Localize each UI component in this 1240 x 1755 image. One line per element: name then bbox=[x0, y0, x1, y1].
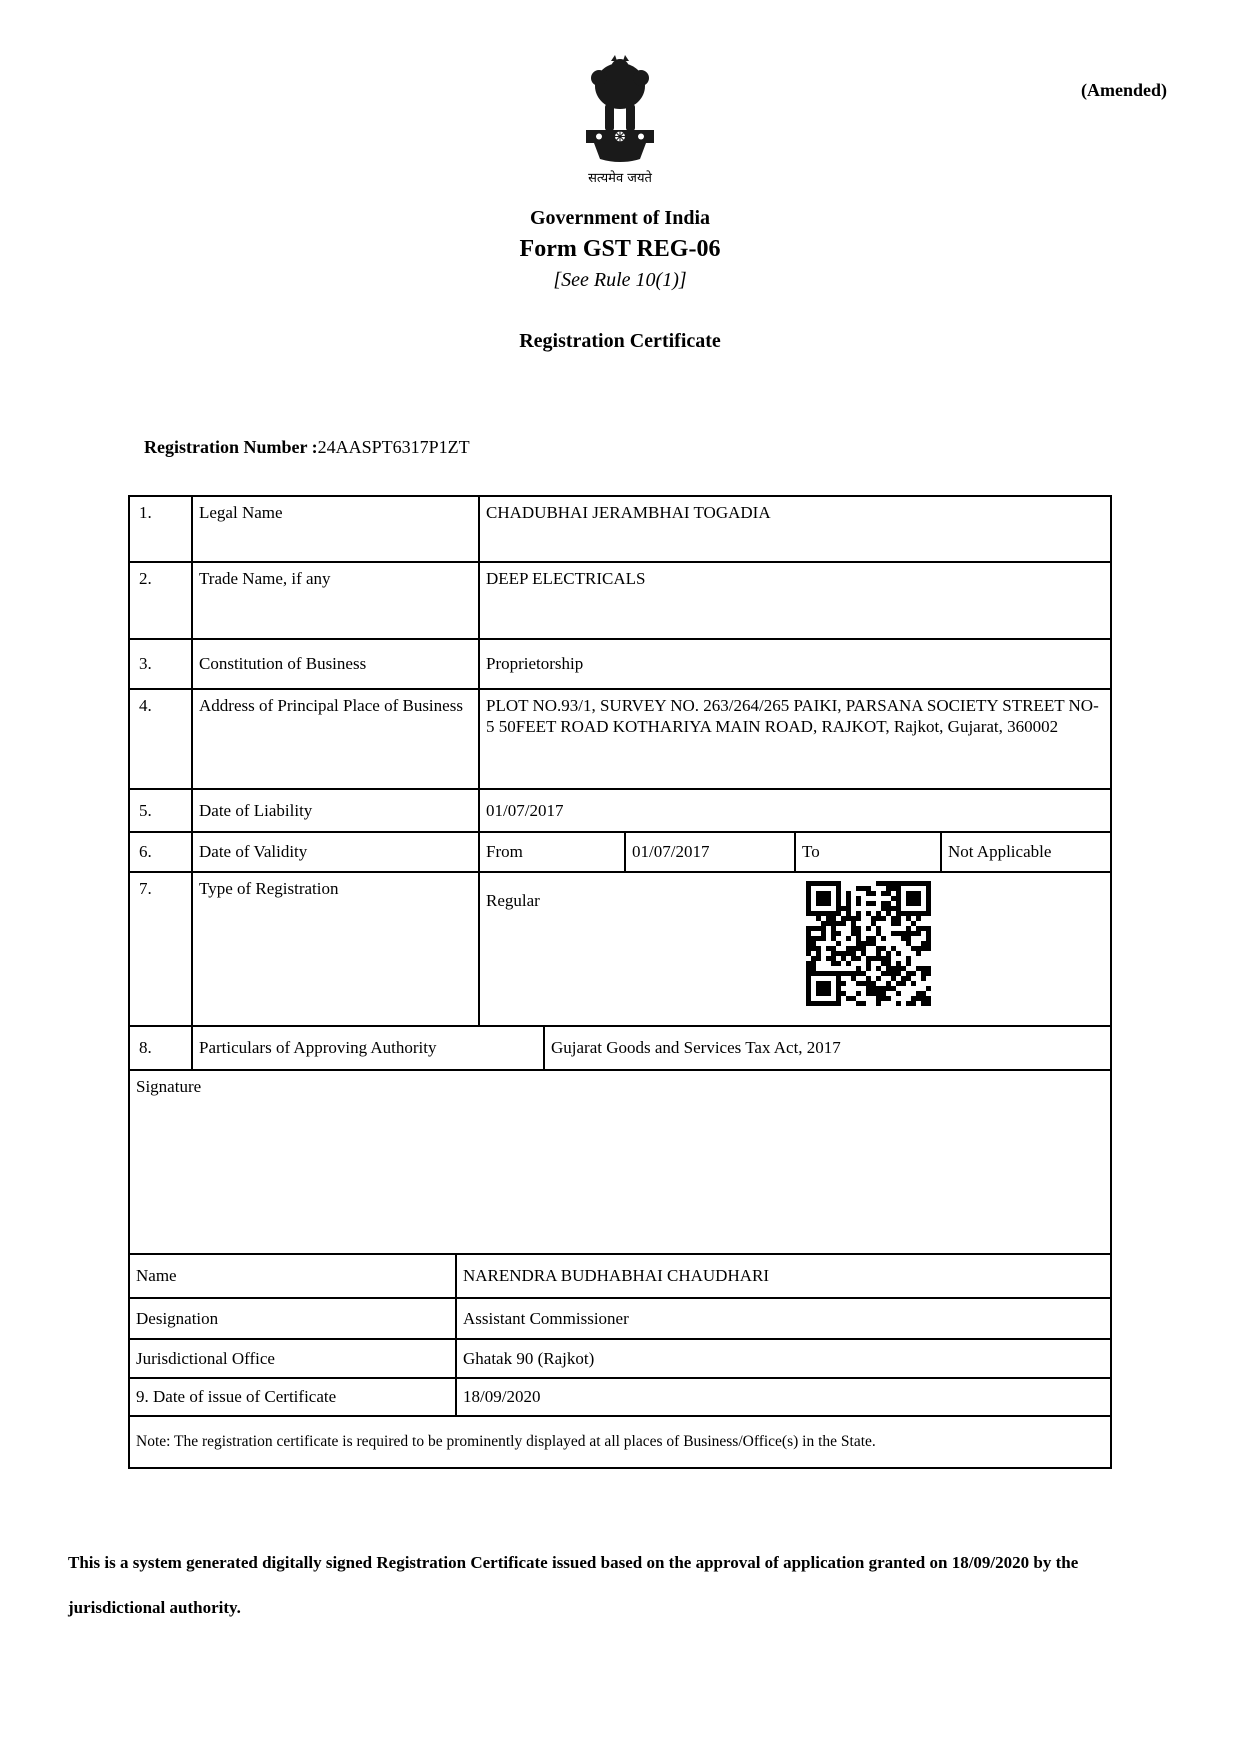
row-value: Gujarat Goods and Services Tax Act, 2017 bbox=[551, 1038, 841, 1058]
rule-subheading: [See Rule 10(1)] bbox=[553, 269, 687, 291]
india-emblem bbox=[520, 52, 720, 186]
table-row-constitution bbox=[130, 640, 1110, 690]
row-number: 2. bbox=[130, 563, 193, 638]
row-label: Particulars of Approving Authority bbox=[193, 1027, 545, 1069]
note-text: Note: The registration certificate is required to be prominently displayed at all places of Business/Office(s) in the State. bbox=[136, 1433, 876, 1451]
qr-code-icon bbox=[806, 881, 931, 1006]
row-value: NARENDRA BUDHABHAI CHAUDHARI bbox=[463, 1266, 770, 1286]
validity-to-label: To bbox=[796, 833, 942, 871]
certificate-title: Registration Certificate bbox=[519, 330, 721, 352]
table-row-address bbox=[130, 690, 1110, 790]
registration-type-value-cell bbox=[480, 873, 1110, 1025]
row-label: 9. Date of issue of Certificate bbox=[130, 1379, 457, 1415]
table-row-note bbox=[130, 1417, 1110, 1467]
row-number: 8. bbox=[130, 1027, 193, 1069]
table-row-signature bbox=[130, 1071, 1110, 1255]
row-value: 01/07/2017 bbox=[486, 800, 564, 820]
row-number: 5. bbox=[130, 790, 193, 831]
amended-label: (Amended) bbox=[1081, 80, 1167, 100]
row-label: Legal Name bbox=[193, 497, 480, 561]
validity-from-label: From bbox=[480, 833, 626, 871]
table-row-liability bbox=[130, 790, 1110, 833]
row-label: Name bbox=[130, 1255, 457, 1297]
table-row-validity bbox=[130, 833, 1110, 873]
row-value: Proprietorship bbox=[486, 654, 584, 674]
row-label: Address of Principal Place of Business bbox=[193, 690, 480, 788]
table-row-legal-name bbox=[130, 497, 1110, 563]
signature-area bbox=[130, 1071, 1110, 1253]
footer-text: This is a system generated digitally signed Registration Certificate issued based on the approval of application granted on 18/09/2020 by the jurisdictional authority. bbox=[68, 1553, 1079, 1617]
row-value: DEEP ELECTRICALS bbox=[486, 569, 646, 588]
table-row-issue-date bbox=[130, 1379, 1110, 1417]
form-heading: Form GST REG-06 bbox=[519, 236, 721, 262]
certificate-table bbox=[128, 495, 1112, 1469]
row-label: Jurisdictional Office bbox=[130, 1340, 457, 1377]
emblem-caption: सत्यमेव जयते bbox=[588, 171, 652, 186]
row-label: Constitution of Business bbox=[193, 640, 480, 688]
registration-number-label: Registration Number : bbox=[144, 437, 318, 457]
table-row-officer-name bbox=[130, 1255, 1110, 1299]
row-number: 4. bbox=[130, 690, 193, 788]
row-number: 1. bbox=[130, 497, 193, 561]
row-label: Designation bbox=[130, 1299, 457, 1338]
table-row-jurisdictional-office bbox=[130, 1340, 1110, 1379]
registration-number-value: 24AASPT6317P1ZT bbox=[317, 437, 470, 457]
row-label: Trade Name, if any bbox=[193, 563, 480, 638]
row-number: 6. bbox=[130, 833, 193, 871]
registration-number-line bbox=[144, 437, 470, 458]
table-row-designation bbox=[130, 1299, 1110, 1340]
row-value: CHADUBHAI JERAMBHAI TOGADIA bbox=[486, 503, 771, 522]
row-value: PLOT NO.93/1, SURVEY NO. 263/264/265 PAIKI, PARSANA SOCIETY STREET NO-5 50FEET ROAD KOTHARIYA MAIN ROAD, RAJKOT, Rajkot, Gujarat, 360002 bbox=[486, 696, 1099, 737]
row-label: Date of Validity bbox=[193, 833, 480, 871]
table-row-approving-authority bbox=[130, 1027, 1110, 1071]
table-row-trade-name bbox=[130, 563, 1110, 640]
row-label: Date of Liability bbox=[193, 790, 480, 831]
government-heading: Government of India bbox=[530, 207, 710, 229]
validity-to-value: Not Applicable bbox=[948, 842, 1052, 862]
india-emblem-icon bbox=[570, 52, 670, 166]
table-row-registration-type bbox=[130, 873, 1110, 1027]
row-label: Type of Registration bbox=[193, 873, 480, 1025]
validity-from-value: 01/07/2017 bbox=[626, 833, 796, 871]
row-number: 7. bbox=[130, 873, 193, 1025]
row-value: Assistant Commissioner bbox=[463, 1308, 629, 1328]
row-number: 3. bbox=[130, 640, 193, 688]
row-value: Ghatak 90 (Rajkot) bbox=[463, 1348, 595, 1368]
row-value: 18/09/2020 bbox=[463, 1387, 541, 1407]
row-value: Regular bbox=[486, 891, 540, 910]
signature-label: Signature bbox=[136, 1077, 202, 1096]
